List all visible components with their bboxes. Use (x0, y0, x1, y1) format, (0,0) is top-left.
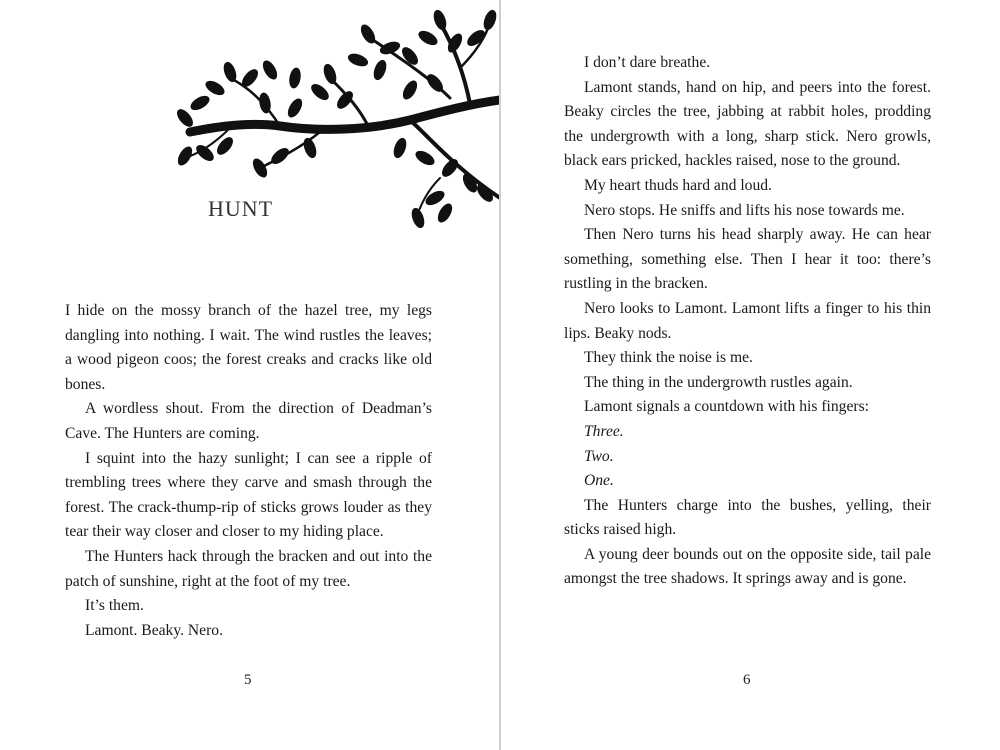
page-number: 5 (244, 672, 252, 688)
paragraph: I squint into the hazy sunlight; I can see a ripple of trembling trees where they carve and smash through the forest. The crack-thump-rip of sticks grows louder as they tear their way closer and closer to my hiding place. (65, 449, 432, 541)
paragraph: Three. (584, 422, 624, 440)
right-page-text (564, 51, 931, 592)
paragraph: Nero looks to Lamont. Lamont lifts a finger to his thin lips. Beaky nods. (564, 299, 931, 342)
paragraph: My heart thuds hard and loud. (584, 176, 772, 194)
paragraph: Lamont stands, hand on hip, and peers into the forest. Beaky circles the tree, jabbing at rabbit holes, prodding the undergrowth with a long, sharp stick. Nero growls, black ears pricked, hackles raised, nose to the ground. (564, 78, 931, 170)
chapter-title: HUNT (208, 196, 274, 221)
left-page-text (65, 299, 432, 643)
paragraph: Two. (584, 447, 614, 465)
tree-branch-icon (170, 8, 500, 228)
paragraph: They think the noise is me. (584, 349, 753, 367)
paragraph: I don’t dare breathe. (584, 54, 711, 71)
paragraph: Then Nero turns his head sharply away. He can hear something, something else. Then I hear it too: there’s rustling in the bracken. (564, 226, 931, 293)
paragraph: Nero stops. He sniffs and lifts his nose towards me. (584, 201, 905, 219)
paragraph: Lamont signals a countdown with his fingers: (584, 398, 869, 416)
page-number: 6 (743, 672, 751, 688)
paragraph: A young deer bounds out on the opposite side, tail pale amongst the tree shadows. It springs away and is gone. (564, 545, 931, 588)
paragraph: One. (584, 472, 614, 490)
paragraph: The Hunters charge into the bushes, yelling, their sticks raised high. (564, 496, 931, 539)
paragraph: I hide on the mossy branch of the hazel tree, my legs dangling into nothing. I wait. The wind rustles the leaves; a wood pigeon coos; the forest creaks and cracks like old bones. (65, 302, 432, 393)
right-page (501, 0, 1000, 750)
paragraph: It’s them. (85, 597, 144, 615)
paragraph: The Hunters hack through the bracken and out into the patch of sunshine, right at the foot of my tree. (65, 547, 432, 590)
paragraph: A wordless shout. From the direction of Deadman’s Cave. The Hunters are coming. (65, 400, 432, 442)
paragraph: Lamont. Beaky. Nero. (85, 621, 223, 639)
paragraph: The thing in the undergrowth rustles again. (584, 373, 853, 391)
left-page (0, 0, 499, 750)
